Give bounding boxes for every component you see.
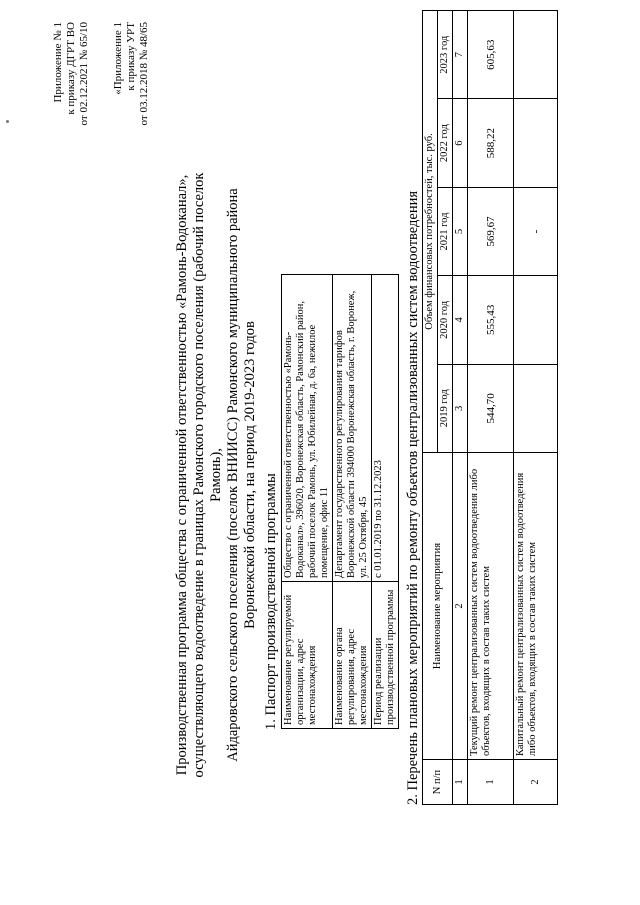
title-line-2: осуществляющего водоотведение в границах Рамонского городского поселения (рабочий поселок Рамонь),	[191, 172, 224, 778]
passport-row	[282, 275, 333, 729]
year-header: 2023 год	[438, 11, 453, 99]
year-header: 2019 год	[438, 364, 453, 452]
passport-heading: 1. Паспорт производственной программы	[263, 473, 279, 730]
row-value: 588,22	[468, 99, 514, 187]
plan-row	[468, 11, 514, 805]
passport-label: Наименование органа регулирования, адрес местонахождения	[333, 582, 372, 729]
passport-value: Департамент государственного регулирования тарифов Воронежской области 394000 Воронежская область, г. Воронеж, ул. 25 Октября, 45	[333, 275, 372, 582]
row-value	[514, 276, 558, 364]
document-title	[174, 165, 259, 785]
col-index: 5	[453, 187, 468, 275]
row-value: 605,63	[468, 11, 514, 99]
year-header: 2022 год	[438, 99, 453, 187]
plan-heading: 2. Перечень плановых мероприятий по ремонту объектов централизованных систем водоотведения	[405, 190, 421, 805]
plan-table	[422, 10, 558, 805]
title-line-1: Производственная программа общества с ограниченной ответственностью «Рамонь-Водоканал»,	[174, 174, 190, 776]
plan-index-row	[453, 11, 468, 805]
row-activity: Текущий ремонт централизованных систем водоотведения либо объектов, входящих в состав таких систем	[468, 453, 514, 760]
appendix-2-line-3: от 03.12.2018 № 48/65	[138, 22, 150, 126]
row-value: 569,67	[468, 187, 514, 275]
row-value: -	[514, 187, 558, 275]
plan-row	[514, 11, 558, 805]
passport-row	[333, 275, 372, 729]
title-line-4: Воронежской области, на период 2019-2023 годов	[242, 321, 258, 629]
appendix-2-line-1: «Приложение 1	[112, 22, 124, 95]
plan-header-row	[423, 11, 438, 805]
row-value	[514, 364, 558, 452]
appendix-1-note	[52, 22, 91, 125]
row-value: 544,70	[468, 364, 514, 452]
col-index: 2	[453, 453, 468, 760]
col-index: 1	[453, 760, 468, 805]
col-index: 4	[453, 276, 468, 364]
col-num-header: N п/п	[423, 760, 453, 805]
row-number: 2	[514, 760, 558, 805]
col-name-header: Наименование мероприятия	[423, 453, 453, 760]
passport-label: Наименование регулируемой организации, адрес местонахождения	[282, 582, 333, 729]
col-volume-header: Объем финансовых потребностей, тыс. руб.	[423, 11, 438, 453]
row-value	[514, 99, 558, 187]
appendix-1-line-2: к приказу ДГРТ ВО	[65, 22, 77, 115]
appendix-1-line-3: от 02.12.2021 № 65/10	[78, 22, 90, 126]
passport-value: Общество с ограниченной ответственностью «Рамонь-Водоканал», 396020, Воронежская область, Рамонский район, рабочий поселок Рамонь, ул. Юбилейная, д. 6а, нежилое помещение, офис 11	[282, 275, 333, 582]
appendix-2-line-2: к приказу УРТ	[125, 22, 137, 91]
passport-value: с 01.01.2019 по 31.12.2023	[372, 275, 399, 582]
title-line-3: Айдаровского сельского поселения (поселок ВНИИСС) Рамонского муниципального района	[225, 188, 241, 762]
appendix-2-note	[112, 22, 151, 125]
passport-label: Период реализации производственной программы	[372, 582, 399, 729]
row-number: 1	[468, 760, 514, 805]
passport-table	[281, 274, 399, 729]
year-header: 2020 год	[438, 276, 453, 364]
row-value	[514, 11, 558, 99]
row-value: 555,43	[468, 276, 514, 364]
col-index: 3	[453, 364, 468, 452]
col-index: 6	[453, 99, 468, 187]
appendix-1-line-1: Приложение № 1	[52, 22, 64, 103]
row-activity: Капитальный ремонт централизованных систем водоотведения либо объектов, входящих в состав таких систем	[514, 453, 558, 760]
col-index: 7	[453, 11, 468, 99]
passport-row	[372, 275, 399, 729]
year-header: 2021 год	[438, 187, 453, 275]
